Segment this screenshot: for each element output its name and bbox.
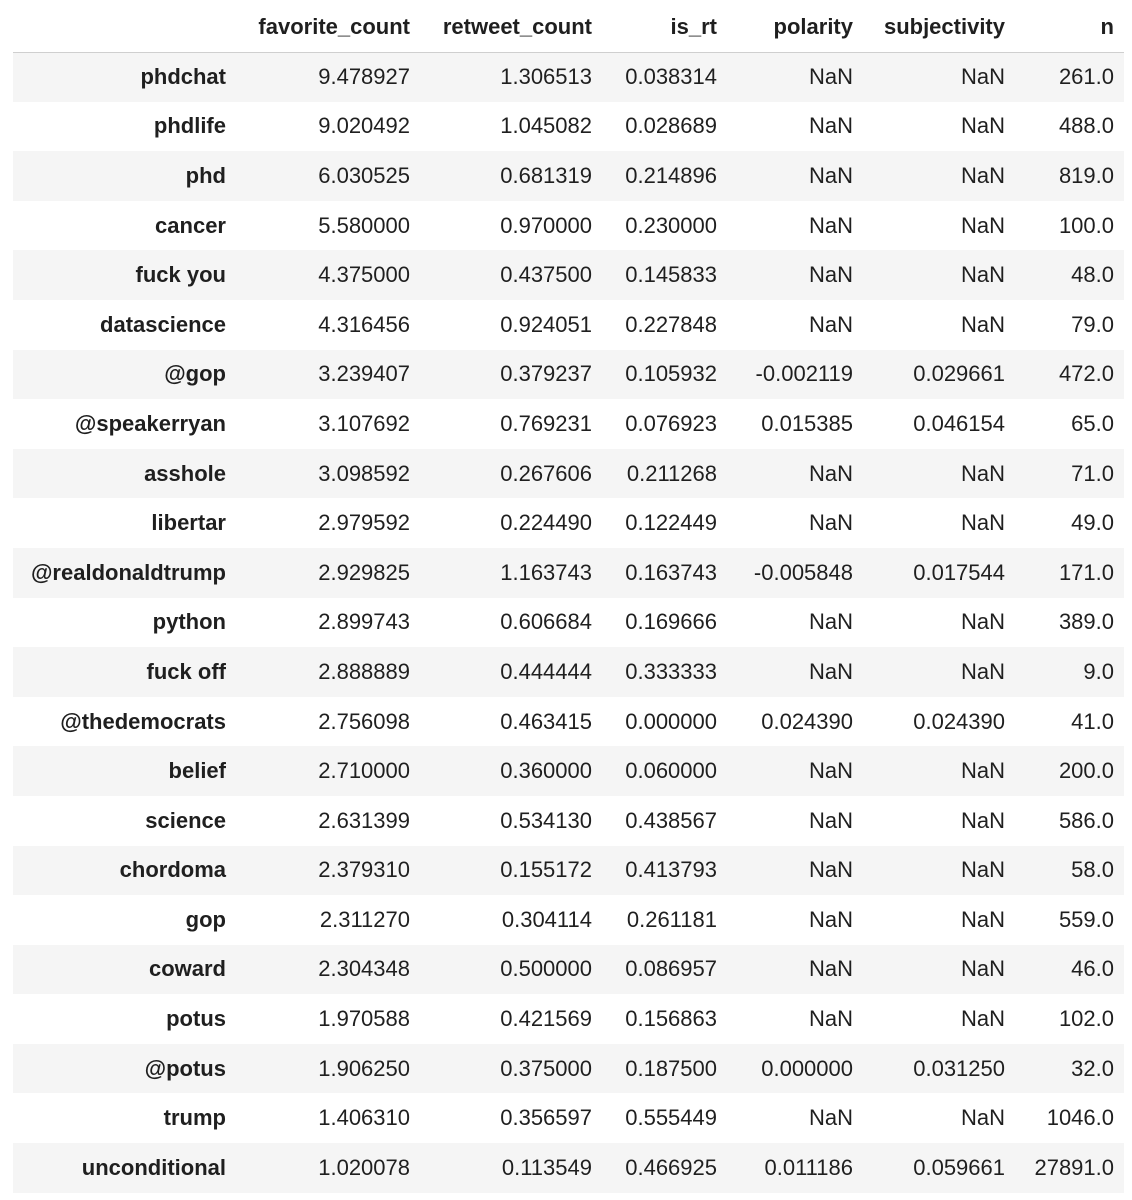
table-cell: 0.031250 [913, 1055, 1005, 1081]
table-cell: 261.0 [1058, 64, 1114, 90]
table-row [13, 102, 1124, 152]
table-cell: 0.187500 [625, 1055, 717, 1081]
row-index-label: phdlife [153, 113, 226, 139]
row-index-label: asshole [144, 460, 226, 486]
table-cell: 58.0 [1071, 857, 1114, 883]
table-cell: 1.406310 [318, 1105, 410, 1131]
table-cell: NaN [960, 460, 1005, 486]
row-index-label: chordoma [119, 857, 226, 883]
table-cell: 0.029661 [913, 361, 1005, 387]
table-cell: 819.0 [1058, 162, 1114, 188]
row-index-label: datascience [100, 311, 226, 337]
table-cell: 9.0 [1083, 658, 1114, 684]
table-cell: NaN [808, 609, 853, 635]
row-index-label: belief [168, 758, 226, 784]
header-row [13, 3, 1124, 52]
table-cell: 48.0 [1071, 262, 1114, 288]
table-cell: 102.0 [1058, 1006, 1114, 1032]
row-index-label: cancer [155, 212, 226, 238]
table-cell: 2.929825 [318, 559, 410, 585]
table-row [13, 598, 1124, 648]
row-index-label: phdchat [140, 64, 226, 90]
table-cell: 0.606684 [500, 609, 592, 635]
table-cell: 0.059661 [913, 1154, 1005, 1180]
table-cell: 0.000000 [625, 708, 717, 734]
column-header-subjectivity: subjectivity [863, 3, 1015, 52]
table-row [13, 846, 1124, 896]
table-cell: NaN [808, 162, 853, 188]
column-header-n: n [1015, 3, 1124, 52]
table-cell: 0.076923 [625, 410, 717, 436]
table-cell: 0.970000 [500, 212, 592, 238]
table-cell: NaN [808, 1006, 853, 1032]
table-cell: NaN [960, 64, 1005, 90]
table-cell: 1.906250 [318, 1055, 410, 1081]
table-cell: 0.113549 [501, 1154, 592, 1180]
row-index-label: @speakerryan [74, 410, 226, 436]
table-cell: 0.379237 [500, 361, 592, 387]
table-cell: 2.379310 [318, 857, 410, 883]
table-cell: 0.421569 [500, 1006, 592, 1032]
row-index-label: @realdonaldtrump [30, 559, 226, 585]
table-cell: 5.580000 [318, 212, 410, 238]
table-cell: NaN [808, 857, 853, 883]
table-cell: 1046.0 [1046, 1105, 1114, 1131]
table-row [13, 1143, 1124, 1193]
table-cell: NaN [960, 906, 1005, 932]
column-header-is-rt: is_rt [602, 3, 727, 52]
table-cell: 0.413793 [625, 857, 717, 883]
table-cell: 0.214896 [625, 162, 717, 188]
table-cell: 472.0 [1058, 361, 1114, 387]
row-index-label: @thedemocrats [60, 708, 226, 734]
row-index-label: python [152, 609, 226, 635]
table-cell: NaN [960, 857, 1005, 883]
dataframe-table [13, 3, 1124, 1193]
table-cell: 0.261181 [626, 906, 717, 932]
table-cell: NaN [960, 113, 1005, 139]
table-cell: 0.500000 [500, 956, 592, 982]
table-cell: 1.970588 [318, 1006, 410, 1032]
table-cell: NaN [960, 510, 1005, 536]
table-cell: 0.028689 [625, 113, 717, 139]
table-cell: 2.311270 [319, 906, 410, 932]
table-cell: 0.304114 [501, 906, 592, 932]
table-cell: NaN [808, 311, 853, 337]
table-row [13, 449, 1124, 499]
table-cell: 0.145833 [625, 262, 717, 288]
table-row [13, 548, 1124, 598]
table-cell: 0.024390 [761, 708, 853, 734]
table-cell: 0.024390 [913, 708, 1005, 734]
table-cell: 0.230000 [625, 212, 717, 238]
table-cell: -0.005848 [753, 559, 853, 585]
table-row [13, 647, 1124, 697]
table-row [13, 945, 1124, 995]
table-cell: 0.360000 [500, 758, 592, 784]
table-cell: 1.020078 [318, 1154, 410, 1180]
table-cell: 0.463415 [500, 708, 592, 734]
row-index-label: gop [185, 906, 226, 932]
table-cell: 6.030525 [318, 162, 410, 188]
table-cell: 3.107692 [318, 410, 410, 436]
table-cell: 27891.0 [1034, 1154, 1114, 1180]
table-cell: 0.681319 [500, 162, 592, 188]
table-cell: 0.086957 [625, 956, 717, 982]
table-cell: 0.017544 [913, 559, 1005, 585]
table-cell: 488.0 [1058, 113, 1114, 139]
table-cell: 0.169666 [625, 609, 717, 635]
table-cell: 0.105932 [625, 361, 717, 387]
row-index-label: fuck off [146, 658, 226, 684]
table-row [13, 151, 1124, 201]
table-cell: 79.0 [1071, 311, 1114, 337]
table-cell: 1.163743 [500, 559, 592, 585]
table-cell: NaN [808, 460, 853, 486]
table-cell: 0.769231 [500, 410, 592, 436]
table-row [13, 201, 1124, 251]
table-row [13, 746, 1124, 796]
table-cell: 9.478927 [318, 64, 410, 90]
table-cell: 0.060000 [625, 758, 717, 784]
row-index-label: phd [185, 162, 226, 188]
table-cell: 0.046154 [913, 410, 1005, 436]
table-cell: 4.316456 [318, 311, 410, 337]
table-cell: NaN [808, 1105, 853, 1131]
table-cell: 0.227848 [625, 311, 717, 337]
table-cell: 0.438567 [625, 807, 717, 833]
table-cell: 71.0 [1071, 460, 1114, 486]
table-cell: NaN [808, 807, 853, 833]
row-index-label: coward [148, 956, 226, 982]
table-cell: -0.002119 [755, 361, 853, 387]
column-header-favorite-count: favorite_count [238, 3, 420, 52]
table-cell: 2.710000 [318, 758, 410, 784]
table-cell: 1.306513 [500, 64, 592, 90]
table-cell: 2.888889 [318, 658, 410, 684]
table-cell: 0.011186 [764, 1154, 853, 1180]
table-cell: 0.038314 [625, 64, 717, 90]
table-cell: 3.098592 [318, 460, 410, 486]
table-cell: 0.534130 [500, 807, 592, 833]
table-cell: 0.356597 [500, 1105, 592, 1131]
row-index-label: libertar [151, 510, 226, 536]
table-body [13, 52, 1124, 1193]
column-header-retweet-count: retweet_count [420, 3, 602, 52]
row-index-label: science [145, 807, 226, 833]
table-cell: NaN [808, 510, 853, 536]
table-cell: 0.122449 [625, 510, 717, 536]
table-cell: 3.239407 [318, 361, 410, 387]
table-cell: 0.466925 [625, 1154, 717, 1180]
table-cell: NaN [960, 1105, 1005, 1131]
table-cell: NaN [960, 1006, 1005, 1032]
table-row [13, 1093, 1124, 1143]
table-cell: NaN [960, 758, 1005, 784]
table-cell: 2.631399 [318, 807, 410, 833]
table-cell: NaN [808, 212, 853, 238]
table-row [13, 52, 1124, 102]
index-header [13, 3, 238, 52]
row-index-label: unconditional [81, 1154, 226, 1180]
table-cell: NaN [808, 758, 853, 784]
row-index-label: @gop [164, 361, 226, 387]
row-index-label: potus [166, 1006, 226, 1032]
table-cell: 0.375000 [500, 1055, 592, 1081]
table-cell: 0.444444 [500, 658, 592, 684]
table-cell: 389.0 [1058, 609, 1114, 635]
table-cell: NaN [960, 262, 1005, 288]
table-cell: 0.211268 [626, 460, 717, 486]
table-cell: 49.0 [1071, 510, 1114, 536]
table-cell: NaN [960, 956, 1005, 982]
table-row [13, 300, 1124, 350]
table-cell: 0.155172 [500, 857, 592, 883]
table-row [13, 895, 1124, 945]
table-cell: 0.224490 [500, 510, 592, 536]
table-cell: 0.015385 [761, 410, 853, 436]
table-cell: 2.899743 [318, 609, 410, 635]
table-cell: 65.0 [1071, 410, 1114, 436]
table-cell: 0.437500 [500, 262, 592, 288]
table-row [13, 994, 1124, 1044]
table-cell: 2.979592 [318, 510, 410, 536]
table-cell: NaN [960, 212, 1005, 238]
table-cell: NaN [808, 906, 853, 932]
table-cell: 4.375000 [318, 262, 410, 288]
table-row [13, 350, 1124, 400]
table-row [13, 250, 1124, 300]
table-cell: NaN [960, 311, 1005, 337]
table-cell: 0.156863 [625, 1006, 717, 1032]
table-cell: 41.0 [1071, 708, 1114, 734]
table-header [13, 3, 1124, 52]
table-cell: 171.0 [1058, 559, 1114, 585]
table-cell: 46.0 [1071, 956, 1114, 982]
table-cell: NaN [808, 956, 853, 982]
table-cell: 32.0 [1071, 1055, 1114, 1081]
table-cell: 2.756098 [318, 708, 410, 734]
table-cell: 586.0 [1058, 807, 1114, 833]
table-cell: 0.267606 [500, 460, 592, 486]
row-index-label: trump [163, 1105, 226, 1131]
table-cell: 559.0 [1058, 906, 1114, 932]
row-index-label: @potus [144, 1055, 226, 1081]
table-cell: 100.0 [1058, 212, 1114, 238]
table-cell: NaN [960, 609, 1005, 635]
table-row [13, 498, 1124, 548]
table-cell: 9.020492 [318, 113, 410, 139]
table-row [13, 697, 1124, 747]
row-index-label: fuck you [135, 262, 226, 288]
table-cell: NaN [960, 807, 1005, 833]
table-cell: NaN [960, 162, 1005, 188]
table-cell: 1.045082 [500, 113, 592, 139]
table-cell: NaN [808, 113, 853, 139]
table-cell: NaN [808, 658, 853, 684]
table-cell: 0.924051 [500, 311, 592, 337]
table-cell: 200.0 [1058, 758, 1114, 784]
table-row [13, 796, 1124, 846]
table-cell: NaN [808, 262, 853, 288]
table-cell: 0.163743 [625, 559, 717, 585]
table-cell: NaN [960, 658, 1005, 684]
table-cell: 0.000000 [761, 1055, 853, 1081]
table-cell: NaN [808, 64, 853, 90]
table-row [13, 399, 1124, 449]
column-header-polarity: polarity [727, 3, 863, 52]
table-cell: 2.304348 [318, 956, 410, 982]
table-cell: 0.555449 [625, 1105, 717, 1131]
table-cell: 0.333333 [625, 658, 717, 684]
table-row [13, 1044, 1124, 1094]
